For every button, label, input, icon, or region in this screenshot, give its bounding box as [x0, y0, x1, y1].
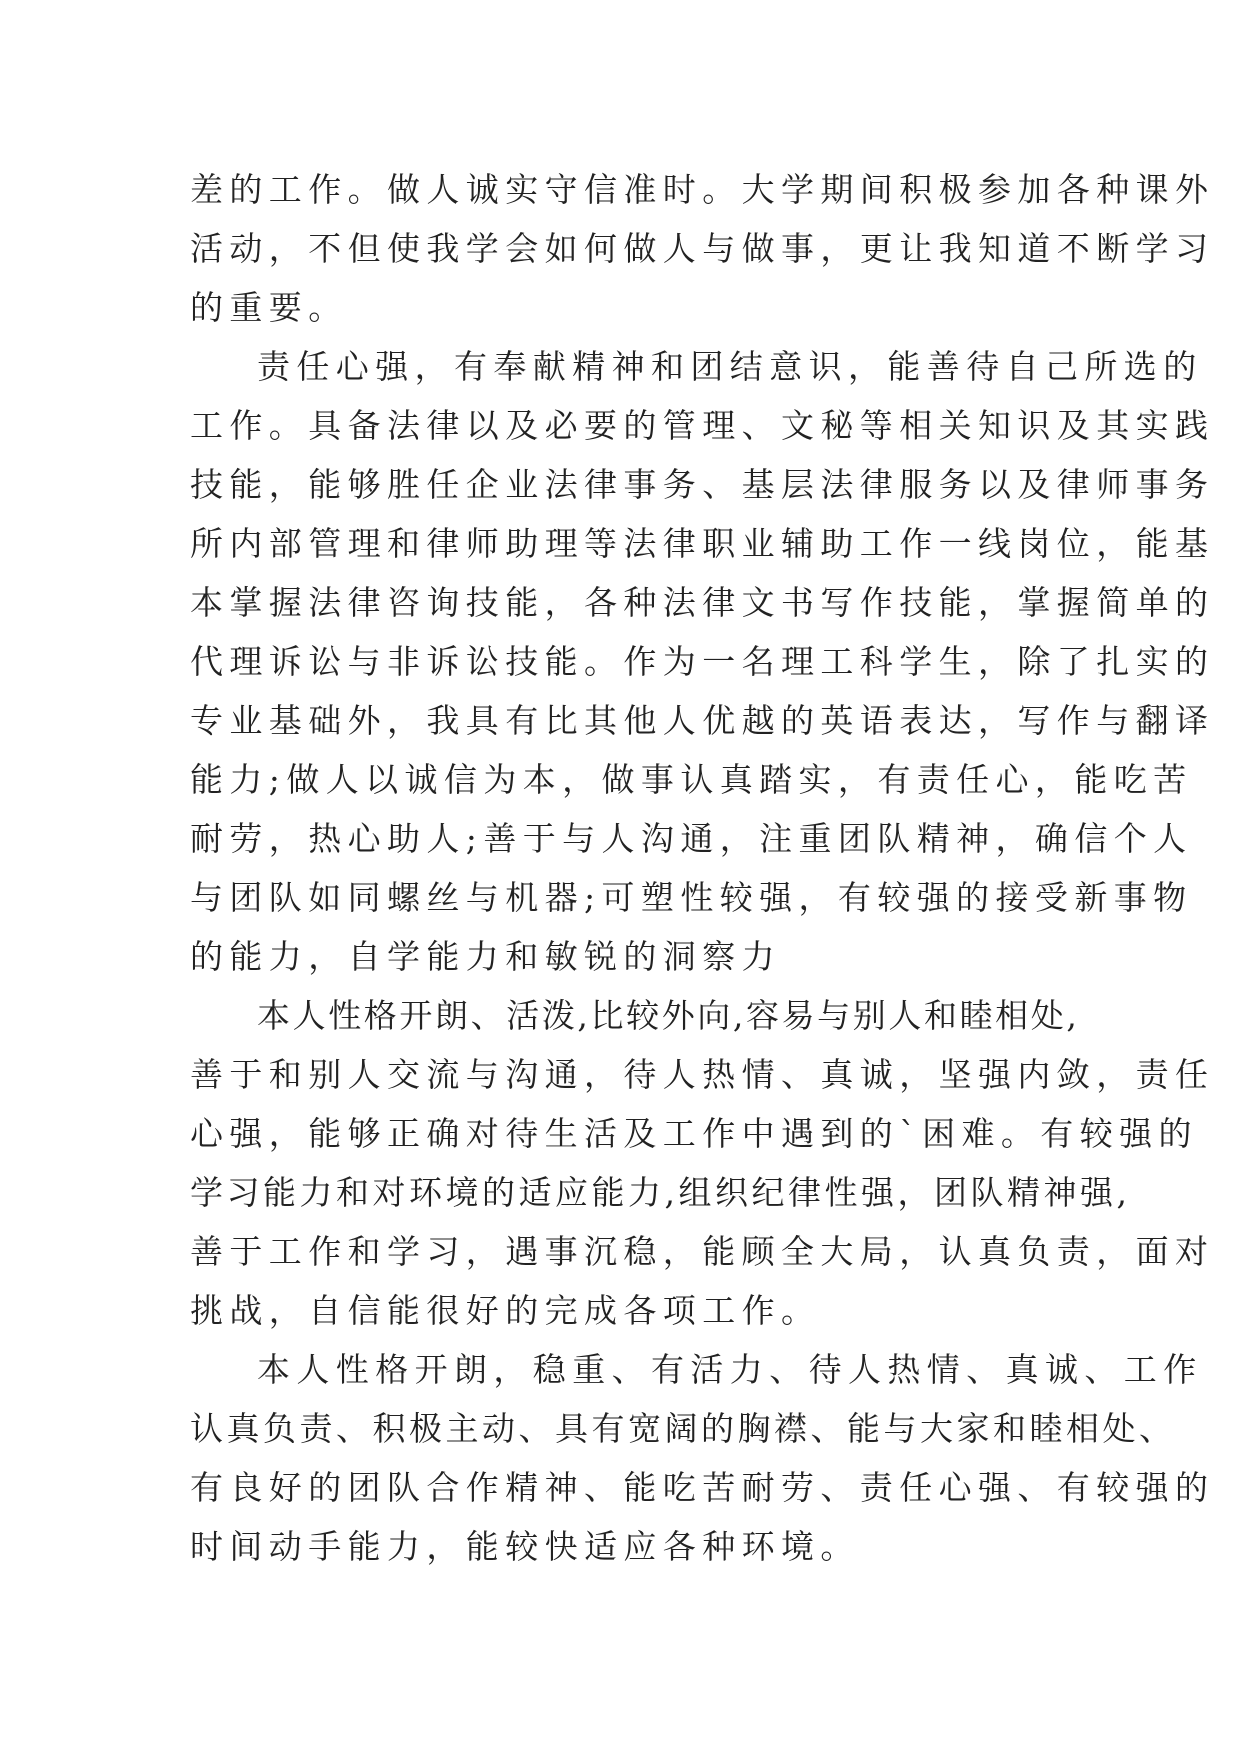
- text-line: 代理诉讼与非诉讼技能。作为一名理工科学生，除了扎实的: [190, 642, 1215, 681]
- paragraph-2: [190, 337, 1215, 986]
- document-body: [190, 160, 1215, 1576]
- text-line: 有良好的团队合作精神、能吃苦耐劳、责任心强、有较强的: [190, 1468, 1215, 1507]
- text-line: 时间动手能力，能较快适应各种环境。: [190, 1527, 860, 1566]
- text-line: 技能，能够胜任企业法律事务、基层法律服务以及律师事务: [190, 465, 1215, 504]
- text-line: 挑战，自信能很好的完成各项工作。: [190, 1291, 821, 1330]
- text-line: 差的工作。做人诚实守信准时。大学期间积极参加各种课外: [190, 170, 1215, 209]
- text-line: 本人性格开朗，稳重、有活力、待人热情、真诚、工作: [257, 1350, 1203, 1389]
- text-line: 工作。具备法律以及必要的管理、文秘等相关知识及其实践: [190, 406, 1215, 445]
- text-line: 与团队如同螺丝与机器;可塑性较强，有较强的接受新事物: [190, 878, 1193, 917]
- text-line: 责任心强，有奉献精神和团结意识，能善待自己所选的: [257, 347, 1203, 386]
- text-line: 活动，不但使我学会如何做人与做事，更让我知道不断学习: [190, 229, 1215, 268]
- text-line: 学习能力和对环境的适应能力,组织纪律性强，团队精神强,: [190, 1173, 1131, 1212]
- text-line: 所内部管理和律师助理等法律职业辅助工作一线岗位，能基: [190, 524, 1215, 563]
- paragraph-1: [190, 160, 1215, 337]
- text-line: 的能力，自学能力和敏锐的洞察力: [190, 937, 781, 976]
- text-line: 心强，能够正确对待生活及工作中遇到的`困难。有较强的: [190, 1114, 1198, 1153]
- text-line: 本人性格开朗、活泼,比较外向,容易与别人和睦相处,: [257, 996, 1080, 1035]
- paragraph-3: [190, 986, 1215, 1340]
- text-line: 能力;做人以诚信为本，做事认真踏实，有责任心，能吃苦: [190, 760, 1193, 799]
- text-line: 专业基础外，我具有比其他人优越的英语表达，写作与翻译: [190, 701, 1215, 740]
- text-line: 本掌握法律咨询技能，各种法律文书写作技能，掌握简单的: [190, 583, 1215, 622]
- text-line: 善于工作和学习，遇事沉稳，能顾全大局，认真负责，面对: [190, 1232, 1215, 1271]
- text-line: 的重要。: [190, 288, 348, 327]
- text-line: 耐劳，热心助人;善于与人沟通，注重团队精神，确信个人: [190, 819, 1193, 858]
- text-line: 善于和别人交流与沟通，待人热情、真诚，坚强内敛，责任: [190, 1055, 1215, 1094]
- paragraph-4: [190, 1340, 1215, 1576]
- text-line: 认真负责、积极主动、具有宽阔的胸襟、能与大家和睦相处、: [190, 1409, 1176, 1448]
